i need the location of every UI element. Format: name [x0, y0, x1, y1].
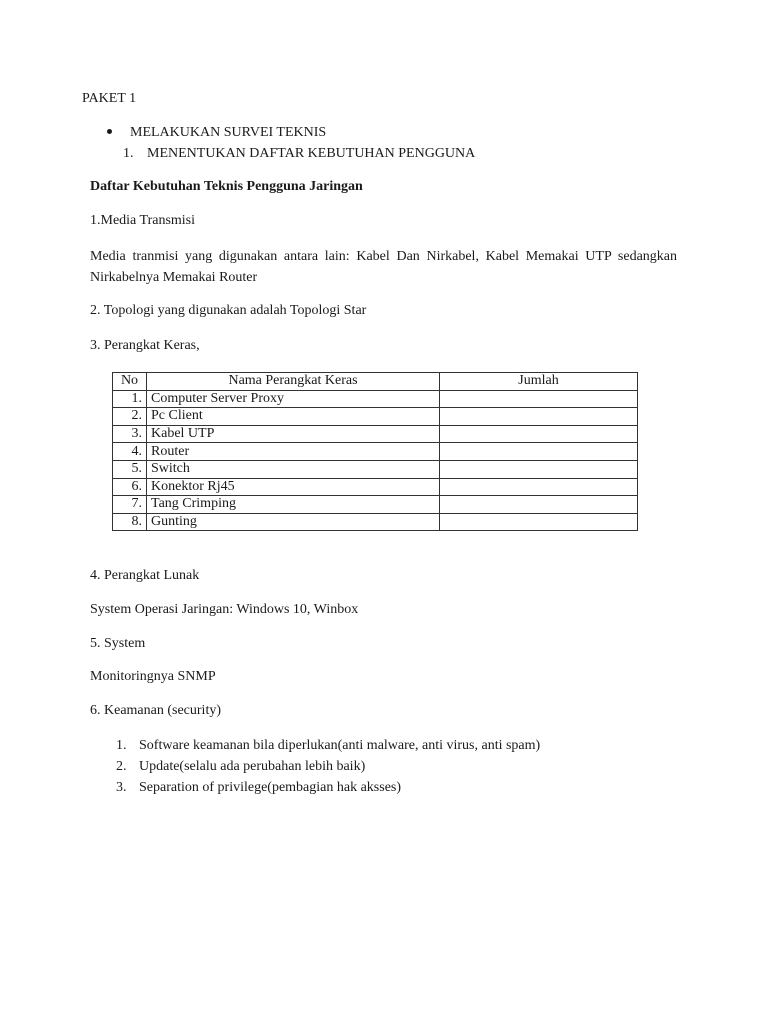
row-qty [440, 478, 638, 496]
row-no: 7. [113, 496, 147, 514]
topology-line: 2. Topologi yang digunakan adalah Topologi Star [90, 303, 367, 318]
header-no: No [113, 373, 147, 391]
row-no: 3. [113, 425, 147, 443]
bullet-item: MELAKUKAN SURVEI TEKNIS [130, 125, 327, 140]
subitem-number: 1. [123, 146, 134, 161]
security-item-text: Software keamanan bila diperlukan(anti malware, anti virus, anti spam) [139, 738, 541, 753]
security-item-text: Update(selalu ada perubahan lebih baik) [139, 759, 366, 774]
table-row [113, 513, 638, 531]
software-heading: 4. Perangkat Lunak [90, 568, 200, 583]
header-name: Nama Perangkat Keras [147, 373, 440, 391]
row-qty [440, 390, 638, 408]
security-heading: 6. Keamanan (security) [90, 703, 221, 718]
table-row [113, 460, 638, 478]
row-qty [440, 408, 638, 426]
media-paragraph: Media tranmisi yang digunakan antara lain: Kabel Dan Nirkabel, Kabel Memakai UTP sedangkan Nirkabelnya Memakai Router [90, 249, 677, 285]
table-row [113, 408, 638, 426]
row-no: 2. [113, 408, 147, 426]
hardware-table [112, 372, 638, 531]
row-name: Konektor Rj45 [147, 478, 440, 496]
system-heading: 5. System [90, 636, 146, 651]
table-row [113, 390, 638, 408]
row-name: Router [147, 443, 440, 461]
row-name: Computer Server Proxy [147, 390, 440, 408]
row-name: Gunting [147, 513, 440, 531]
row-qty [440, 513, 638, 531]
row-no: 8. [113, 513, 147, 531]
security-item-number: 1. [116, 738, 127, 753]
row-name: Kabel UTP [147, 425, 440, 443]
row-name: Switch [147, 460, 440, 478]
table-row [113, 478, 638, 496]
bullet-icon [107, 129, 112, 134]
table-header-row [113, 373, 638, 391]
row-qty [440, 425, 638, 443]
row-no: 1. [113, 390, 147, 408]
row-name: Tang Crimping [147, 496, 440, 514]
section-title: Daftar Kebutuhan Teknis Pengguna Jaringan [90, 179, 363, 194]
security-item-number: 3. [116, 780, 127, 795]
row-no: 5. [113, 460, 147, 478]
hardware-heading: 3. Perangkat Keras, [90, 338, 200, 353]
table-row [113, 425, 638, 443]
row-no: 4. [113, 443, 147, 461]
table-row [113, 496, 638, 514]
subitem-text: MENENTUKAN DAFTAR KEBUTUHAN PENGGUNA [147, 146, 476, 161]
header-qty: Jumlah [440, 373, 638, 391]
security-item-text: Separation of privilege(pembagian hak aksses) [139, 780, 402, 795]
page-heading: PAKET 1 [82, 91, 137, 106]
software-text: System Operasi Jaringan: Windows 10, Winbox [90, 602, 359, 617]
row-no: 6. [113, 478, 147, 496]
row-name: Pc Client [147, 408, 440, 426]
media-heading: 1.Media Transmisi [90, 213, 196, 228]
row-qty [440, 460, 638, 478]
table-row [113, 443, 638, 461]
system-text: Monitoringnya SNMP [90, 669, 216, 684]
security-item-number: 2. [116, 759, 127, 774]
row-qty [440, 496, 638, 514]
row-qty [440, 443, 638, 461]
